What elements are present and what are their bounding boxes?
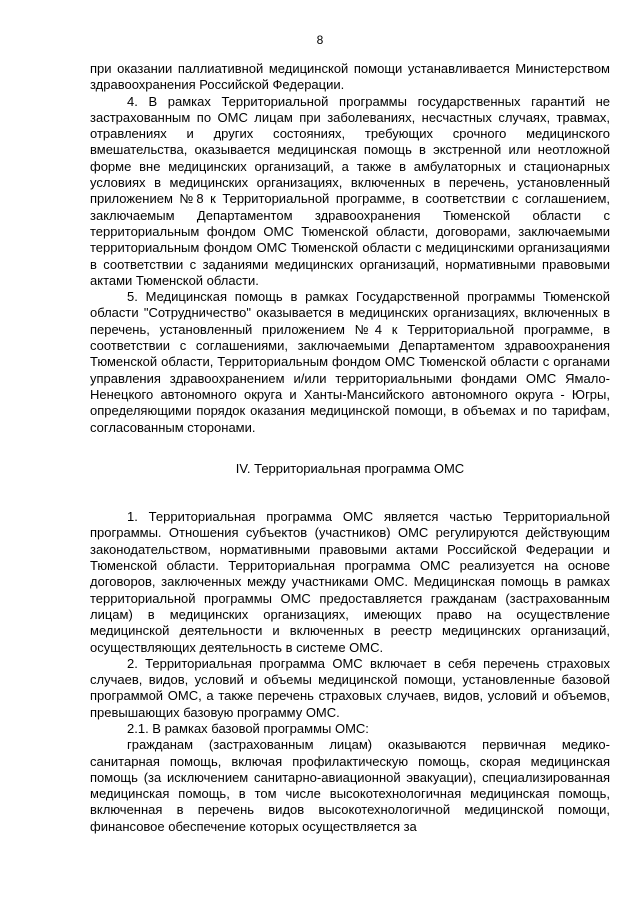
paragraph-section4-item-2-1: 2.1. В рамках базовой программы ОМС: [127, 720, 369, 736]
paragraph-palliative-end: при оказании паллиативной медицинской помощи устанавливается Министерством здравоохранения Российской Федерации. [90, 61, 610, 93]
paragraph-section4-citizens: гражданам (застрахованным лицам) оказываются первичная медико-санитарная помощь, включая профилактическую помощь, скорая медицинская помощь (за исключением санитарно-авиационной эвакуации), специализированная медицинская помощь, в том числе высокотехнологичная медицинская помощь, включенная в перечень видов высокотехнологичной медицинской помощи, финансовое обеспечение которых осуществляется за [90, 737, 610, 834]
section-heading: IV. Территориальная программа ОМС [235, 460, 465, 476]
paragraph-item-4: 4. В рамках Территориальной программы государственных гарантий не застрахованным по ОМС лицам при заболеваниях, несчастных случаях, травмах, отравлениях и других состояниях, требующих срочного медицинского вмешательства, оказывается медицинская помощь в экстренной или неотложной форме вне медицинских организаций, а также в амбулаторных и стационарных условиях в медицинских организациях, включенных в перечень, установленный приложением №8 к Территориальной программе, в соответствии с соглашением, заключаемым Департаментом здравоохранения Тюменской области с территориальным фондом ОМС Тюменской области, договорами, заключаемыми территориальным фондом ОМС Тюменской области с медицинскими организациями в соответствии с заданиями медицинских организаций, нормативными правовыми актами Тюменской области. [90, 93, 610, 288]
page-number: 8 [316, 33, 324, 47]
paragraph-item-5: 5. Медицинская помощь в рамках Государственной программы Тюменской области "Сотрудничество" оказывается в медицинских организациях, включенных в перечень, установленный приложением №4 к Территориальной программе, в соответствии с соглашениями, заключаемыми Департаментом здравоохранения Тюменской области, Территориальным фондом ОМС Тюменской области с органами управления здравоохранением и/или территориальными фондами ОМС Ямало-Ненецкого автономного округа и Ханты-Мансийского автономного округа - Югры, определяющими порядок оказания медицинской помощи, в объемах и по тарифам, согласованным сторонами. [90, 289, 610, 435]
document-body [90, 61, 610, 835]
paragraph-section4-item-1: 1. Территориальная программа ОМС является частью Территориальной программы. Отношения субъектов (участников) ОМС регулируются действующим законодательством, нормативными правовыми актами Российской Федерации и Тюменской области. Территориальная программа ОМС реализуется на основе договоров, заключенных между участниками ОМС. Медицинская помощь в рамках территориальной программы ОМС предоставляется гражданам (застрахованным лицам) в медицинских организациях, имеющих право на осуществление медицинской деятельности и включенных в реестр медицинских организаций, осуществляющих деятельность в системе ОМС. [90, 509, 610, 655]
paragraph-section4-item-2: 2. Территориальная программа ОМС включает в себя перечень страховых случаев, видов, условий и объемы медицинской помощи, установленные базовой программой ОМС, а также перечень страховых случаев, видов, условий и объемов, превышающих базовую программу ОМС. [90, 655, 610, 720]
